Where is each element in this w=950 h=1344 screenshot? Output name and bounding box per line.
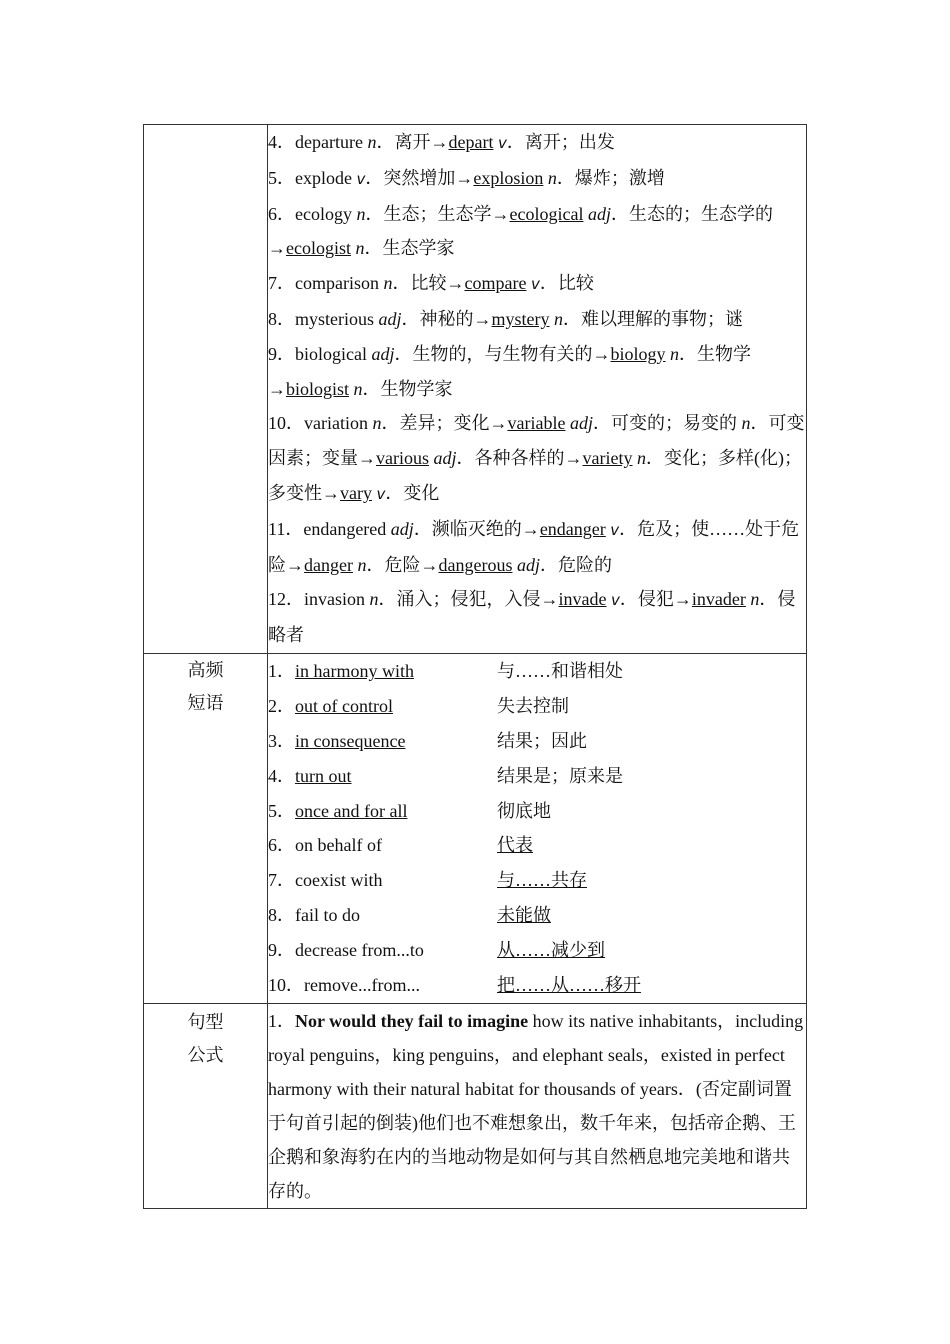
phrase-chinese: 代表 [497, 835, 533, 856]
vocab-item: 10．variation n．差异；变化→variable adj．可变的；易变的 n．可变因素；变量→various adj．各种各样的→variety n．变化；多样(化)；多变性→vary v．变化 [268, 413, 805, 503]
pattern-bold-phrase: Nor would they fail to imagine [295, 1010, 529, 1031]
phrase-english: in consequence [295, 730, 406, 751]
derived-word: compare [464, 273, 527, 294]
phrase-item: 4．turn out 结果是；原来是 [268, 759, 806, 794]
pattern-sentence: how its native inhabitants，including royal penguins，king penguins，and elephant seals，existed in perfect harmony with their natural habitat for thousands of years．(否定副词置于句首引起的倒装)他们也不难想象出，数千年来，包括帝企鹅、王企鹅和象海豹在内的当地动物是如何与其自然栖息地完美地和谐共存的。 [268, 1010, 804, 1201]
word-formation-list [268, 125, 807, 654]
phrase-item: 1．in harmony with 与……和谐相处 [268, 654, 806, 689]
derived-word: variety [582, 448, 633, 469]
vocab-item: 7．comparison n．比较→compare v．比较 [268, 273, 594, 294]
phrase-english: turn out [295, 765, 352, 786]
phrase-english: out of control [295, 695, 393, 716]
phrase-chinese: 与……共存 [497, 870, 587, 891]
phrase-item: 8．fail to do 未能做 [268, 898, 806, 933]
word-formation-category-cell [144, 125, 268, 654]
vocab-item: 9．biological adj．生物的，与生物有关的→biology n．生物学→biologist n．生物学家 [268, 343, 752, 399]
phrase-english: remove...from... [304, 974, 420, 995]
derived-word: invade [558, 589, 607, 610]
phrase-chinese: 结果是；原来是 [497, 765, 623, 786]
phrase-item: 6．on behalf of 代表 [268, 828, 806, 863]
sentence-pattern-row [144, 1003, 807, 1208]
derived-word: endanger [539, 518, 606, 539]
phrase-item: 3．in consequence 结果；因此 [268, 724, 806, 759]
derived-word: dangerous [438, 554, 513, 575]
derived-word: ecologist [286, 238, 351, 259]
derived-word: danger [304, 554, 353, 575]
phrase-chinese: 结果；因此 [497, 730, 587, 751]
pattern-label-line2: 公式 [187, 1044, 224, 1065]
phrase-english: decrease from...to [295, 940, 424, 961]
vocab-item: 11．endangered adj．濒临灭绝的→endanger v．危及；使……处于危险→danger n．危险→dangerous adj．危险的 [268, 518, 800, 575]
phrase-english: fail to do [295, 905, 360, 926]
derived-word: various [376, 448, 429, 469]
word-formation-row [144, 125, 807, 654]
phrases-row [144, 653, 807, 1003]
phrases-label-line1: 高频 [187, 659, 224, 680]
derived-word: ecological [509, 203, 584, 224]
phrases-label-line2: 短语 [187, 692, 224, 713]
phrase-chinese: 未能做 [497, 905, 551, 926]
derived-word: variable [507, 413, 566, 434]
vocab-item: 4．departure n．离开→depart v．离开；出发 [268, 132, 615, 152]
derived-word: depart [448, 132, 494, 152]
derived-word: mystery [491, 308, 550, 329]
derived-word: biologist [286, 378, 350, 399]
vocab-item: 8．mysterious adj．神秘的→mystery n．难以理解的事物；谜 [268, 308, 744, 329]
phrase-item: 9．decrease from...to 从……减少到 [268, 933, 806, 968]
phrases-category-cell [144, 653, 268, 1003]
phrases-list [268, 653, 807, 1003]
phrase-chinese: 失去控制 [497, 695, 569, 716]
derived-word: biology [610, 343, 666, 364]
phrase-chinese: 从……减少到 [497, 940, 605, 961]
phrase-english: coexist with [295, 870, 383, 891]
phrase-item: 10．remove...from... 把……从……移开 [268, 968, 806, 1003]
vocab-item: 12．invasion n．涌入；侵犯，入侵→invade v．侵犯→invader n．侵略者 [268, 589, 796, 646]
vocab-item: 6．ecology n．生态；生态学→ecological adj．生态的；生态学的→ecologist n．生态学家 [268, 203, 773, 259]
phrase-english: once and for all [295, 800, 408, 821]
vocab-table [143, 124, 807, 1209]
pattern-category-cell [144, 1003, 268, 1208]
phrase-item: 2．out of control 失去控制 [268, 689, 806, 724]
phrase-english: in harmony with [295, 660, 414, 681]
phrase-item: 5．once and for all 彻底地 [268, 794, 806, 829]
vocab-item: 5．explode v．突然增加→explosion n．爆炸；激增 [268, 167, 665, 188]
pattern-text: 1．Nor would they fail to imagine how its native inhabitants，including royal penguins，king penguins，and elephant seals，existed in perfect harmony with their natural habitat for thousands of years．(否定副词置于句首引起的倒装)他们也不难想象出，数千年来，包括帝企鹅、王企鹅和象海豹在内的当地动物是如何与其自然栖息地完美地和谐共存的。 [268, 1003, 807, 1208]
phrase-item: 7．coexist with 与……共存 [268, 863, 806, 898]
derived-word: explosion [473, 167, 544, 188]
phrase-chinese: 把……从……移开 [497, 974, 641, 995]
phrase-chinese: 彻底地 [497, 800, 551, 821]
phrase-chinese: 与……和谐相处 [497, 660, 623, 681]
derived-word: invader [691, 589, 746, 610]
pattern-label-line1: 句型 [187, 1011, 224, 1032]
phrase-english: on behalf of [295, 835, 382, 856]
derived-word: vary [340, 482, 372, 503]
